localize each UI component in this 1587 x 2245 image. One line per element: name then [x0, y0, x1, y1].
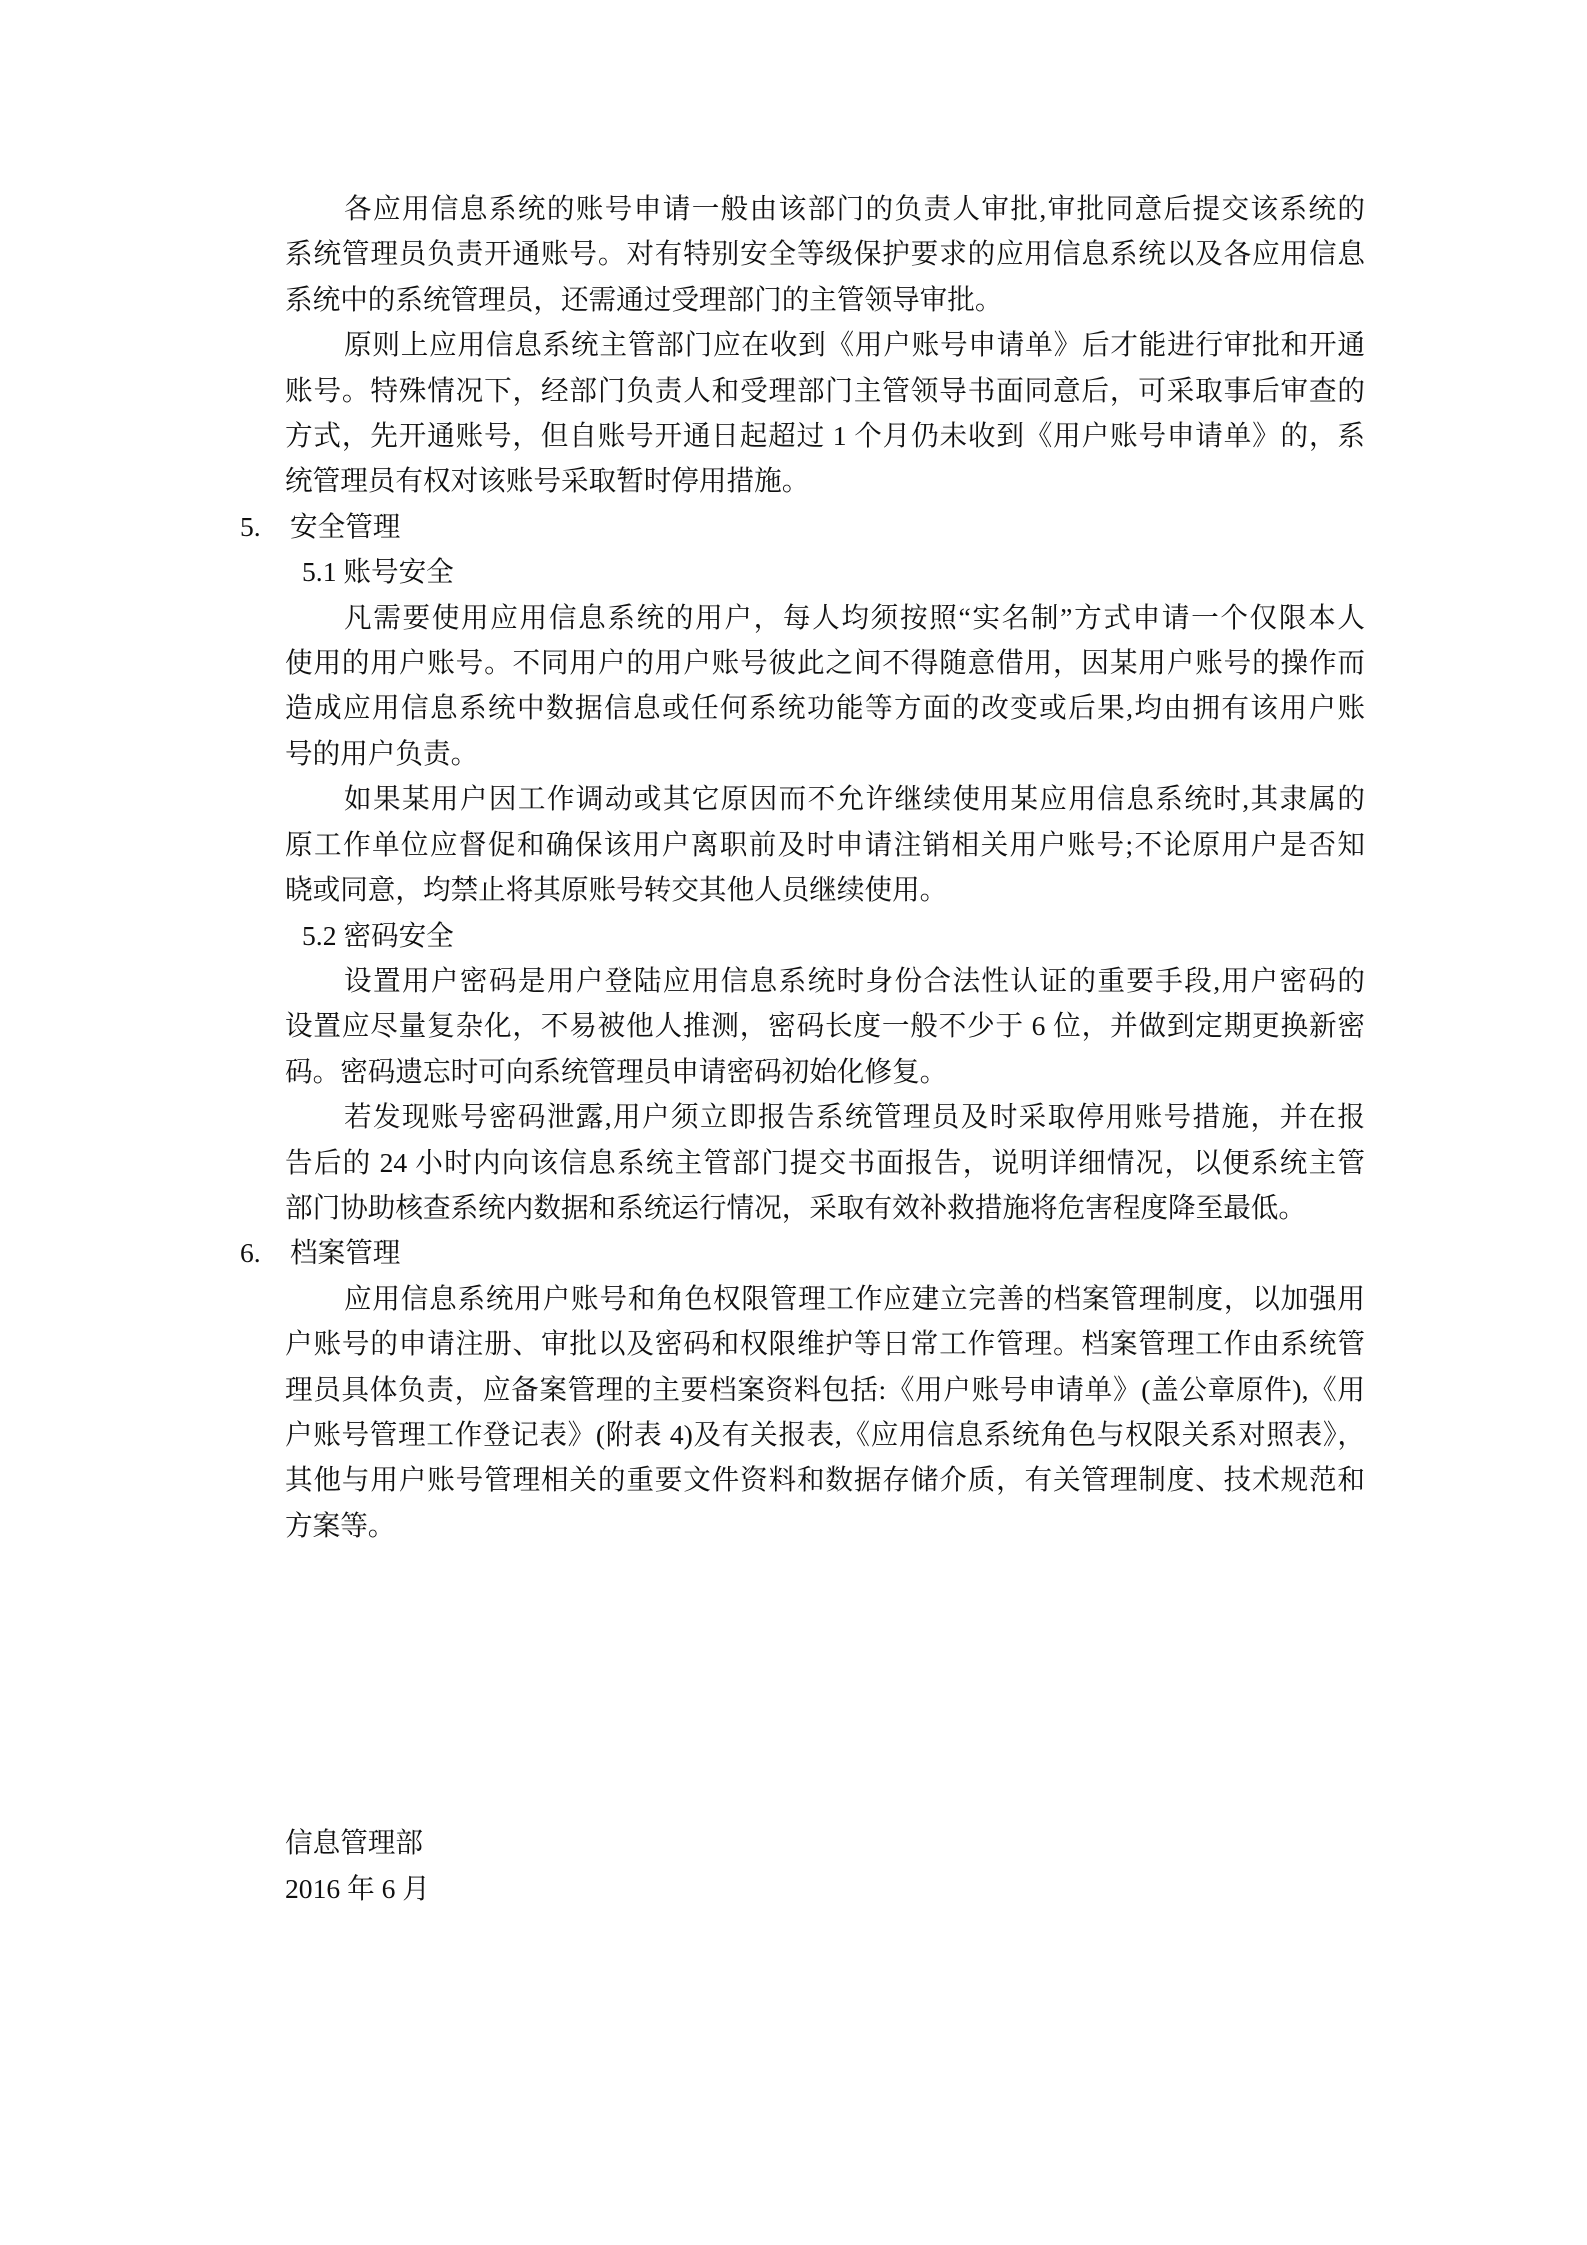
text-line: 设置应尽量复杂化，不易被他人推测，密码长度一般不少于 6 位，并做到定期更换新密: [285, 1010, 1365, 1042]
section-number: 6.: [240, 1237, 261, 1269]
text-line: 原工作单位应督促和确保该用户离职前及时申请注销相关用户账号;不论原用户是否知: [285, 828, 1365, 860]
text-line: 方式，先开通账号，但自账号开通日起超过 1 个月仍未收到《用户账号申请单》的，系: [285, 420, 1365, 452]
heading-account-security: 5.1 账号安全: [302, 556, 454, 588]
paragraph-application-form-rule: [285, 322, 1365, 504]
text-line: 晓或同意，均禁止将其原账号转交其他人员继续使用。: [285, 874, 948, 906]
signature-block: [285, 1820, 1365, 1911]
text-line: 户账号管理工作登记表》(附表 4)及有关报表,《应用信息系统角色与权限关系对照表》，: [285, 1418, 1365, 1450]
text-line: 若发现账号密码泄露,用户须立即报告系统管理员及时采取停用账号措施，并在报: [344, 1101, 1365, 1133]
text-line: 码。密码遗忘时可向系统管理员申请密码初始化修复。: [285, 1055, 948, 1087]
text-line: 凡需要使用应用信息系统的用户，每人均须按照“实名制”方式申请一个仅限本人: [344, 601, 1365, 633]
text-line: 告后的 24 小时内向该信息系统主管部门提交书面报告，说明详细情况，以便系统主管: [285, 1146, 1365, 1178]
text-line: 理员具体负责，应备案管理的主要档案资料包括:《用户账号申请单》(盖公章原件),《用: [285, 1373, 1365, 1405]
heading-password-security: 5.2 密码安全: [302, 919, 454, 951]
text-line: 系统中的系统管理员，还需通过受理部门的主管领导审批。: [285, 283, 1003, 315]
text-line: 统管理员有权对该账号采取暂时停用措施。: [285, 465, 810, 497]
text-line: 账号。特殊情况下，经部门负责人和受理部门主管领导书面同意后，可采取事后审查的: [285, 374, 1365, 406]
text-line: 其他与用户账号管理相关的重要文件资料和数据存储介质，有关管理制度、技术规范和: [285, 1464, 1365, 1496]
text-line: 如果某用户因工作调动或其它原因而不允许继续使用某应用信息系统时,其隶属的: [344, 783, 1365, 815]
text-line: 各应用信息系统的账号申请一般由该部门的负责人审批,审批同意后提交该系统的: [344, 193, 1365, 224]
paragraph-account-transfer-ban: [285, 776, 1365, 912]
text-line: 设置用户密码是用户登陆应用信息系统时身份合法性认证的重要手段,用户密码的: [344, 964, 1365, 996]
text-line: 造成应用信息系统中数据信息或任何系统功能等方面的改变或后果,均由拥有该用户账: [285, 692, 1365, 724]
paragraph-password-leak: [285, 1094, 1365, 1230]
text-line: 应用信息系统用户账号和角色权限管理工作应建立完善的档案管理制度，以加强用: [344, 1282, 1365, 1314]
section-number: 5.: [240, 510, 261, 542]
paragraph-archive-policy: [285, 1276, 1365, 1548]
text-line: 系统管理员负责开通账号。对有特别安全等级保护要求的应用信息系统以及各应用信息: [285, 238, 1365, 270]
paragraph-account-approval: [285, 186, 1365, 322]
text-line: 原则上应用信息系统主管部门应在收到《用户账号申请单》后才能进行审批和开通: [344, 329, 1365, 361]
text-line: 户账号的申请注册、审批以及密码和权限维护等日常工作管理。档案管理工作由系统管: [285, 1328, 1365, 1360]
section-title: 档案管理: [290, 1237, 401, 1269]
text-line: 部门协助核查系统内数据和系统运行情况，采取有效补救措施将危害程度降至最低。: [285, 1191, 1306, 1223]
paragraph-real-name-policy: [285, 595, 1365, 777]
heading-security-management: [240, 504, 1365, 549]
text-line: 号的用户负责。: [285, 737, 479, 769]
paragraph-password-setting: [285, 958, 1365, 1094]
text-line: 方案等。: [285, 1509, 396, 1541]
document-content: [240, 186, 1365, 1911]
section-title: 安全管理: [290, 510, 401, 542]
heading-archive-management: [240, 1230, 1365, 1275]
text-line: 2016 年 6 月: [285, 1872, 430, 1904]
text-line: 信息管理部: [285, 1827, 423, 1859]
text-line: 使用的用户账号。不同用户的用户账号彼此之间不得随意借用，因某用户账号的操作而: [285, 647, 1365, 679]
